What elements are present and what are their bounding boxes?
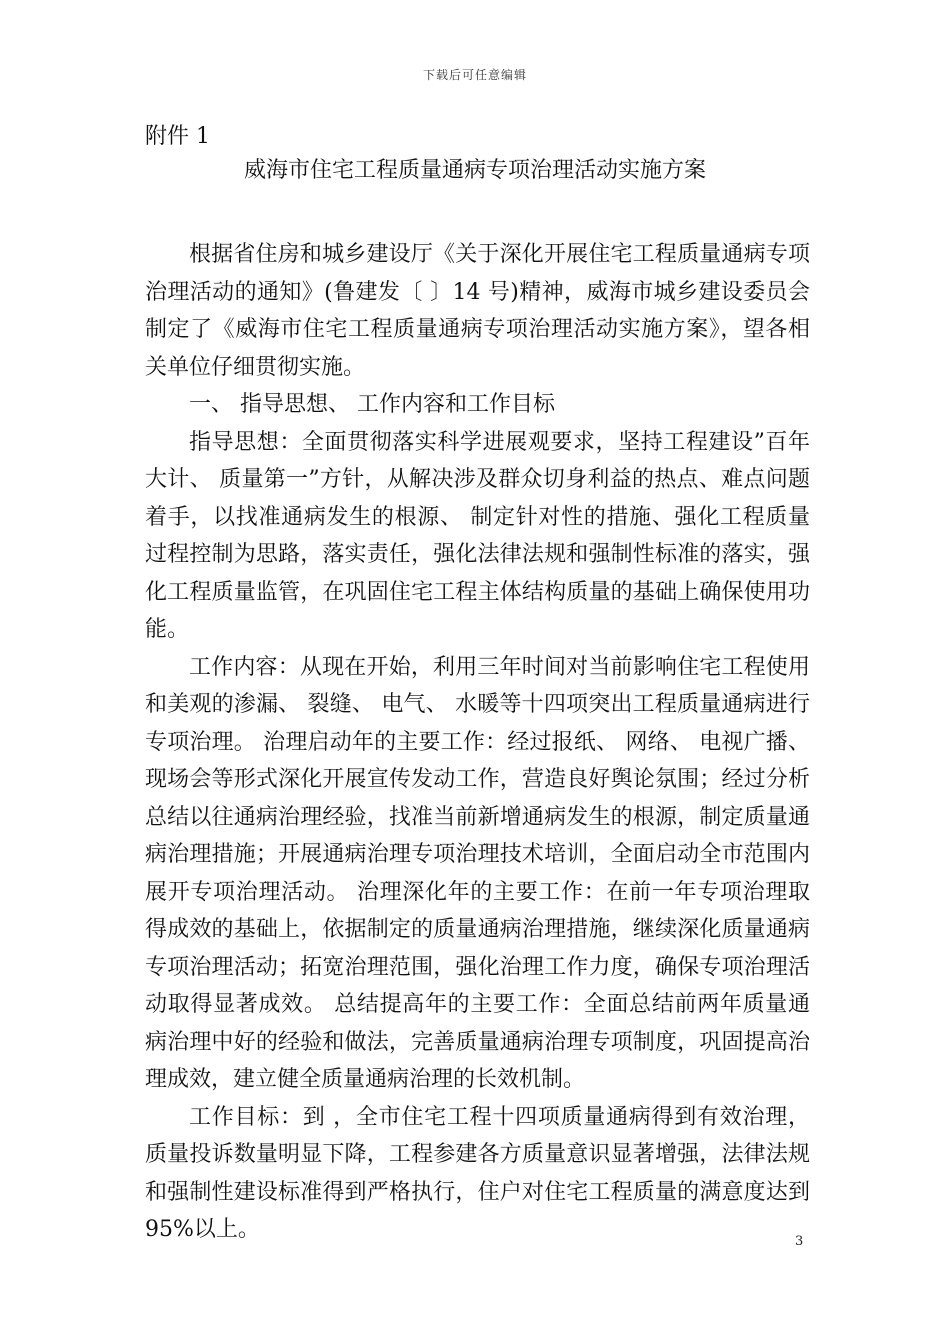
paragraph-guiding-ideology: 指导思想：全面贯彻落实科学进展观要求，坚持工程建设”百年大计、 质量第一”方针，从解决涉及群众切身利益的热点、难点问题着手，以找准通病发生的根源、 制定针对性的措施、强化工程质量过程控制为思路，落实责任，强化法律法规和强制性标准的落实，强化工程质量监管，在巩固住宅工程主体结构质量的基础上确保使用功能。: [145, 429, 810, 642]
paragraph-intro: 根据省住房和城乡建设厅《关于深化开展住宅工程质量通病专项治理活动的通知》(鲁建发〔 〕14 号)精神，威海市城乡建设委员会制定了《威海市住宅工程质量通病专项治理活动实施方案》，望各相关单位仔细贯彻实施。: [145, 242, 810, 380]
paragraph-work-goal: 工作目标：到 ，全市住宅工程十四项质量通病得到有效治理，质量投诉数量明显下降，工程参建各方质量意识显著增强，法律法规和强制性建设标准得到严格执行，住户对住宅工程质量的满意度达到95%以上。: [145, 1104, 810, 1242]
document-title: 威海市住宅工程质量通病专项治理活动实施方案: [243, 158, 706, 183]
paragraph-work-content: 工作内容：从现在开始，利用三年时间对当前影响住宅工程使用和美观的渗漏、 裂缝、 电气、 水暖等十四项突出工程质量通病进行专项治理。 治理启动年的主要工作：经过报纸、 网络、 电视广播、 现场会等形式深化开展宣传发动工作，营造良好舆论氛围；经过分析总结以往通病治理经验，找准当前新增通病发生的根源，制定质量通病治理措施；开展通病治理专项治理技术培训，全面启动全市范围内展开专项治理活动。 治理深化年的主要工作：在前一年专项治理取得成效的基础上，依据制定的质量通病治理措施，继续深化质量通病专项治理活动；拓宽治理范围，强化治理工作力度，确保专项治理活动取得显著成效。 总结提高年的主要工作：全面总结前两年质量通病治理中好的经验和做法，完善质量通病治理专项制度，巩固提高治理成效，建立健全质量通病治理的长效机制。: [145, 654, 810, 1092]
page-number: 3: [795, 1234, 804, 1249]
header-note: 下载后可任意编辑: [422, 68, 527, 82]
section-heading: 一、 指导思想、 工作内容和工作目标: [189, 392, 555, 417]
document-body: [145, 236, 810, 1249]
attachment-label: 附件 1: [145, 124, 210, 149]
